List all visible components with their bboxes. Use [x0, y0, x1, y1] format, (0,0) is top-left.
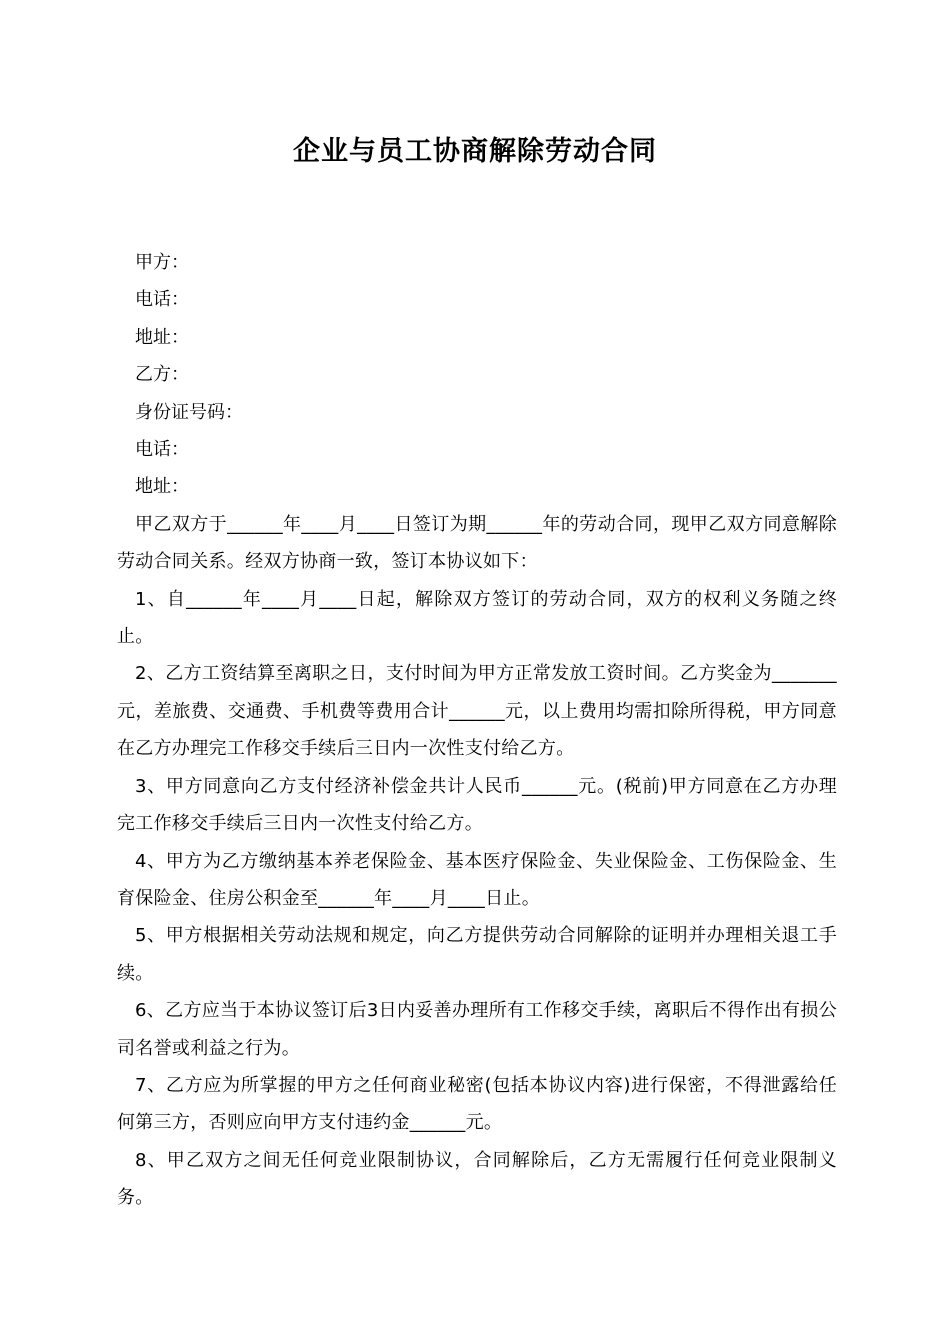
party-b-id-number-field: 身份证号码： — [135, 401, 243, 423]
party-a-phone-field: 电话： — [135, 289, 189, 311]
clause-4: 4、甲方为乙方缴纳基本养老保险金、基本医疗保险金、失业保险金、工伤保险金、生育保险金、住房公积金至______年____月____日止。 — [117, 850, 837, 909]
document-body — [117, 244, 837, 1217]
party-a-address-field: 地址： — [135, 326, 189, 348]
party-a-field: 甲方： — [135, 252, 189, 273]
clause-7: 7、乙方应为所掌握的甲方之任何商业秘密(包括本协议内容)进行保密，不得泄露给任何第三方，否则应向甲方支付违约金______元。 — [117, 1074, 837, 1134]
clause-3: 3、甲方同意向乙方支付经济补偿金共计人民币______元。(税前)甲方同意在乙方办理完工作移交手续后三日内一次性支付给乙方。 — [117, 775, 837, 835]
intro-paragraph: 甲乙双方于______年____月____日签订为期______年的劳动合同，现甲乙双方同意解除劳动合同关系。经双方协商一致，签订本协议如下： — [117, 513, 837, 573]
party-b-address-field: 地址： — [135, 476, 189, 498]
clause-6: 6、乙方应当于本协议签订后3日内妥善办理所有工作移交手续，离职后不得作出有损公司名誉或利益之行为。 — [117, 1000, 837, 1059]
clause-5: 5、甲方根据相关劳动法规和规定，向乙方提供劳动合同解除的证明并办理相关退工手续。 — [117, 925, 837, 984]
clause-8: 8、甲乙双方之间无任何竞业限制协议，合同解除后，乙方无需履行任何竞业限制义务。 — [117, 1149, 837, 1209]
document-title: 企业与员工协商解除劳动合同 — [293, 136, 657, 167]
clause-2: 2、乙方工资结算至离职之日，支付时间为甲方正常发放工资时间。乙方奖金为_______元，差旅费、交通费、手机费等费用合计______元，以上费用均需扣除所得税，甲方同意在乙方办理完工作移交手续后三日内一次性支付给乙方。 — [117, 663, 837, 760]
party-b-phone-field: 电话： — [135, 439, 189, 461]
party-b-field: 乙方： — [135, 364, 189, 386]
clause-1: 1、自______年____月____日起，解除双方签订的劳动合同，双方的权利义务随之终止。 — [117, 588, 837, 648]
